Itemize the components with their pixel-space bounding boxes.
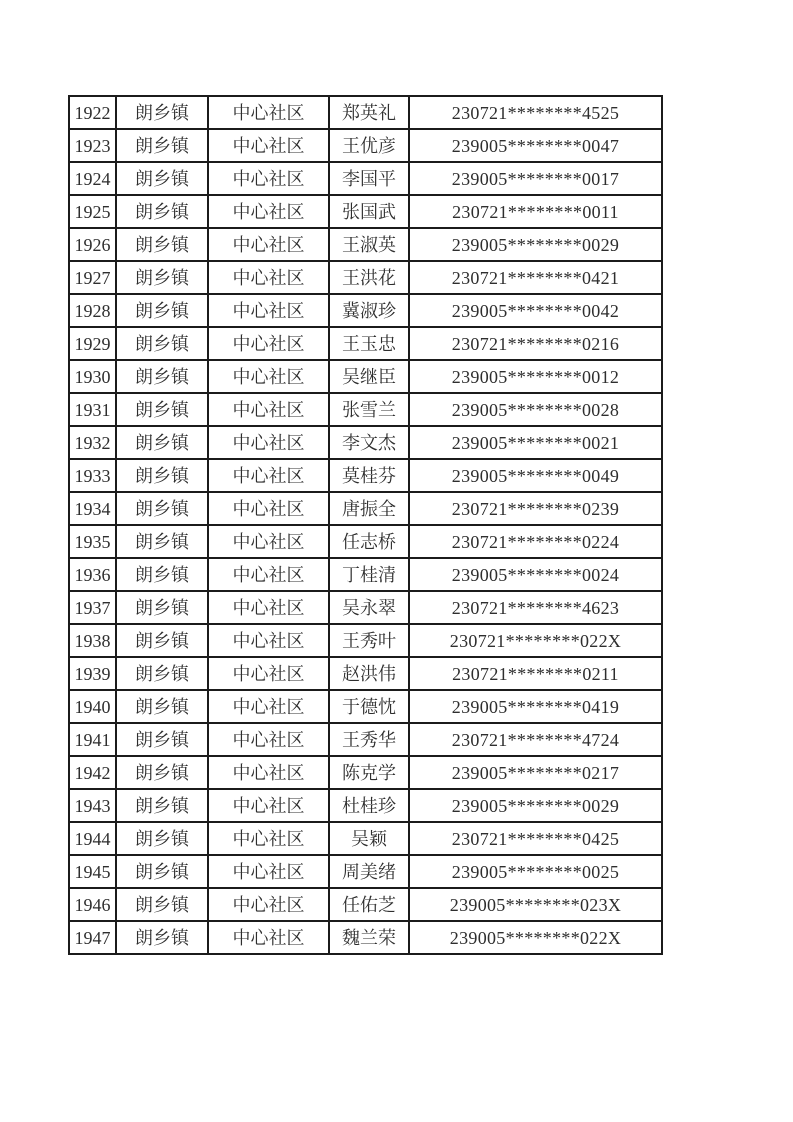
table-row (69, 360, 662, 393)
cell-town: 朗乡镇 (116, 327, 208, 360)
cell-id-number: 239005********0017 (409, 162, 662, 195)
cell-id-number: 239005********0047 (409, 129, 662, 162)
cell-id-number: 230721********4623 (409, 591, 662, 624)
cell-person-name: 王洪花 (329, 261, 409, 294)
cell-person-name: 丁桂清 (329, 558, 409, 591)
cell-community: 中心社区 (208, 492, 329, 525)
cell-row-number: 1927 (69, 261, 116, 294)
cell-community: 中心社区 (208, 96, 329, 129)
cell-town: 朗乡镇 (116, 492, 208, 525)
cell-town: 朗乡镇 (116, 591, 208, 624)
table-row (69, 756, 662, 789)
table-row (69, 96, 662, 129)
cell-town: 朗乡镇 (116, 723, 208, 756)
cell-community: 中心社区 (208, 525, 329, 558)
table-row (69, 525, 662, 558)
cell-person-name: 周美绪 (329, 855, 409, 888)
cell-row-number: 1943 (69, 789, 116, 822)
cell-person-name: 杜桂珍 (329, 789, 409, 822)
cell-person-name: 王秀华 (329, 723, 409, 756)
cell-row-number: 1934 (69, 492, 116, 525)
cell-row-number: 1935 (69, 525, 116, 558)
cell-community: 中心社区 (208, 228, 329, 261)
cell-row-number: 1937 (69, 591, 116, 624)
cell-person-name: 唐振全 (329, 492, 409, 525)
cell-town: 朗乡镇 (116, 228, 208, 261)
cell-town: 朗乡镇 (116, 756, 208, 789)
cell-community: 中心社区 (208, 129, 329, 162)
cell-community: 中心社区 (208, 162, 329, 195)
roster-table-body (69, 96, 662, 954)
cell-community: 中心社区 (208, 459, 329, 492)
cell-community: 中心社区 (208, 426, 329, 459)
cell-town: 朗乡镇 (116, 195, 208, 228)
cell-row-number: 1932 (69, 426, 116, 459)
table-row (69, 294, 662, 327)
cell-row-number: 1939 (69, 657, 116, 690)
cell-town: 朗乡镇 (116, 129, 208, 162)
cell-community: 中心社区 (208, 195, 329, 228)
cell-row-number: 1930 (69, 360, 116, 393)
table-row (69, 459, 662, 492)
cell-community: 中心社区 (208, 360, 329, 393)
cell-community: 中心社区 (208, 294, 329, 327)
cell-town: 朗乡镇 (116, 888, 208, 921)
cell-town: 朗乡镇 (116, 822, 208, 855)
cell-id-number: 239005********023X (409, 888, 662, 921)
cell-id-number: 230721********0211 (409, 657, 662, 690)
cell-community: 中心社区 (208, 855, 329, 888)
cell-person-name: 郑英礼 (329, 96, 409, 129)
table-row (69, 393, 662, 426)
cell-town: 朗乡镇 (116, 855, 208, 888)
cell-person-name: 张雪兰 (329, 393, 409, 426)
table-row (69, 327, 662, 360)
table-row (69, 261, 662, 294)
cell-row-number: 1944 (69, 822, 116, 855)
table-row (69, 789, 662, 822)
cell-person-name: 陈克学 (329, 756, 409, 789)
table-row (69, 162, 662, 195)
cell-person-name: 任佑芝 (329, 888, 409, 921)
table-row (69, 426, 662, 459)
table-row (69, 657, 662, 690)
cell-town: 朗乡镇 (116, 525, 208, 558)
cell-id-number: 239005********0024 (409, 558, 662, 591)
cell-id-number: 239005********0029 (409, 228, 662, 261)
cell-town: 朗乡镇 (116, 624, 208, 657)
cell-row-number: 1942 (69, 756, 116, 789)
cell-row-number: 1936 (69, 558, 116, 591)
cell-row-number: 1928 (69, 294, 116, 327)
table-row (69, 558, 662, 591)
cell-community: 中心社区 (208, 888, 329, 921)
cell-id-number: 239005********0025 (409, 855, 662, 888)
table-row (69, 129, 662, 162)
cell-row-number: 1924 (69, 162, 116, 195)
cell-row-number: 1922 (69, 96, 116, 129)
cell-row-number: 1945 (69, 855, 116, 888)
cell-row-number: 1925 (69, 195, 116, 228)
cell-person-name: 任志桥 (329, 525, 409, 558)
cell-community: 中心社区 (208, 393, 329, 426)
cell-person-name: 魏兰荣 (329, 921, 409, 954)
cell-community: 中心社区 (208, 327, 329, 360)
cell-id-number: 230721********0239 (409, 492, 662, 525)
cell-id-number: 230721********0425 (409, 822, 662, 855)
table-row (69, 624, 662, 657)
table-row (69, 921, 662, 954)
cell-person-name: 王淑英 (329, 228, 409, 261)
cell-community: 中心社区 (208, 921, 329, 954)
table-row (69, 888, 662, 921)
cell-person-name: 吴颖 (329, 822, 409, 855)
cell-id-number: 230721********0421 (409, 261, 662, 294)
cell-community: 中心社区 (208, 690, 329, 723)
cell-town: 朗乡镇 (116, 789, 208, 822)
cell-town: 朗乡镇 (116, 393, 208, 426)
cell-town: 朗乡镇 (116, 657, 208, 690)
cell-person-name: 赵洪伟 (329, 657, 409, 690)
cell-community: 中心社区 (208, 822, 329, 855)
cell-id-number: 230721********0216 (409, 327, 662, 360)
table-row (69, 195, 662, 228)
cell-id-number: 230721********4724 (409, 723, 662, 756)
table-row (69, 690, 662, 723)
cell-id-number: 239005********0021 (409, 426, 662, 459)
cell-town: 朗乡镇 (116, 921, 208, 954)
cell-id-number: 239005********022X (409, 921, 662, 954)
cell-id-number: 239005********0028 (409, 393, 662, 426)
table-row (69, 822, 662, 855)
cell-row-number: 1946 (69, 888, 116, 921)
cell-id-number: 239005********0217 (409, 756, 662, 789)
cell-person-name: 王优彦 (329, 129, 409, 162)
cell-row-number: 1923 (69, 129, 116, 162)
cell-community: 中心社区 (208, 723, 329, 756)
cell-town: 朗乡镇 (116, 96, 208, 129)
cell-row-number: 1938 (69, 624, 116, 657)
cell-town: 朗乡镇 (116, 459, 208, 492)
cell-id-number: 230721********4525 (409, 96, 662, 129)
cell-town: 朗乡镇 (116, 558, 208, 591)
cell-town: 朗乡镇 (116, 426, 208, 459)
cell-person-name: 于德忱 (329, 690, 409, 723)
cell-town: 朗乡镇 (116, 261, 208, 294)
cell-town: 朗乡镇 (116, 294, 208, 327)
cell-town: 朗乡镇 (116, 162, 208, 195)
cell-row-number: 1931 (69, 393, 116, 426)
cell-row-number: 1929 (69, 327, 116, 360)
cell-person-name: 王秀叶 (329, 624, 409, 657)
cell-community: 中心社区 (208, 756, 329, 789)
cell-community: 中心社区 (208, 591, 329, 624)
cell-person-name: 李文杰 (329, 426, 409, 459)
cell-row-number: 1933 (69, 459, 116, 492)
cell-community: 中心社区 (208, 558, 329, 591)
table-row (69, 492, 662, 525)
cell-community: 中心社区 (208, 624, 329, 657)
cell-row-number: 1926 (69, 228, 116, 261)
cell-id-number: 239005********0029 (409, 789, 662, 822)
cell-town: 朗乡镇 (116, 360, 208, 393)
cell-person-name: 吴继臣 (329, 360, 409, 393)
cell-community: 中心社区 (208, 261, 329, 294)
roster-table (68, 95, 663, 955)
cell-person-name: 王玉忠 (329, 327, 409, 360)
cell-id-number: 230721********0224 (409, 525, 662, 558)
cell-row-number: 1947 (69, 921, 116, 954)
cell-person-name: 冀淑珍 (329, 294, 409, 327)
cell-person-name: 莫桂芬 (329, 459, 409, 492)
cell-id-number: 239005********0049 (409, 459, 662, 492)
table-row (69, 855, 662, 888)
table-row (69, 228, 662, 261)
cell-id-number: 239005********0042 (409, 294, 662, 327)
cell-row-number: 1940 (69, 690, 116, 723)
table-row (69, 723, 662, 756)
cell-id-number: 239005********0419 (409, 690, 662, 723)
cell-community: 中心社区 (208, 789, 329, 822)
cell-person-name: 张国武 (329, 195, 409, 228)
cell-person-name: 吴永翠 (329, 591, 409, 624)
cell-id-number: 239005********0012 (409, 360, 662, 393)
cell-id-number: 230721********0011 (409, 195, 662, 228)
cell-town: 朗乡镇 (116, 690, 208, 723)
table-row (69, 591, 662, 624)
cell-id-number: 230721********022X (409, 624, 662, 657)
cell-community: 中心社区 (208, 657, 329, 690)
cell-person-name: 李国平 (329, 162, 409, 195)
cell-row-number: 1941 (69, 723, 116, 756)
